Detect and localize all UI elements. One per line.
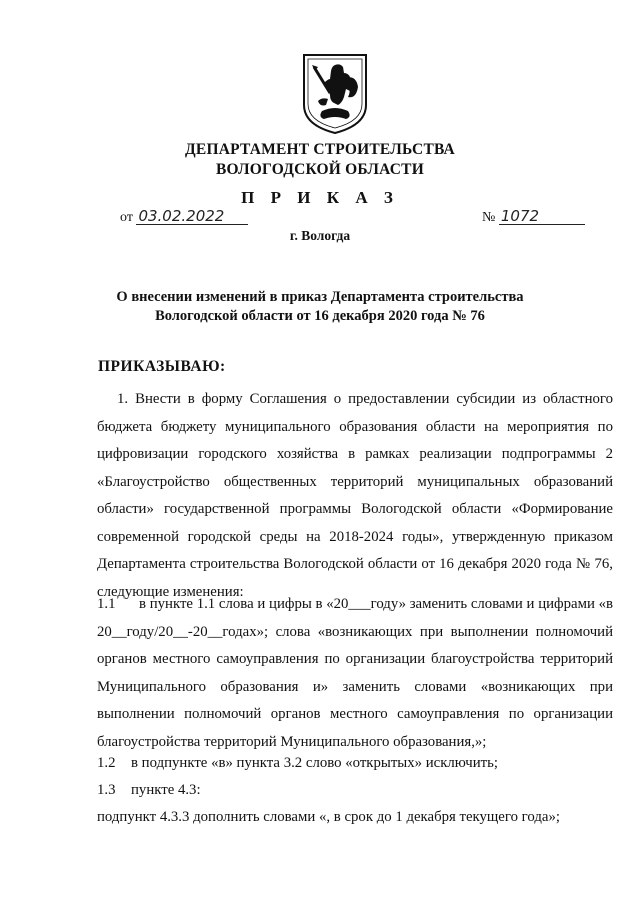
document-type: П Р И К А З [241, 188, 399, 207]
document-subject [0, 288, 640, 326]
subject-line-2: Вологодской области от 16 декабря 2020 года № 76 [155, 308, 485, 324]
item-1-3-text: пункте 4.3: [131, 782, 201, 798]
order-word: ПРИКАЗЫВАЮ: [98, 358, 226, 375]
paragraph-1: 1. Внести в форму Соглашения о предоставлении субсидии из областного бюджета бюджету муниципального образования области на мероприятия по цифровизации городского хозяйства в рамках реализации подпрограммы 2 «Благоустройство общественных территорий муниципальных образований области» государственной программы Вологодской области «Формирование современной городской среды на 2018-2024 годы», утвержденную приказом Департамента строительства Вологодской области от 16 декабря 2020 года № 76, следующие изменения: [97, 391, 613, 600]
department-name [0, 140, 640, 180]
subject-line-1: О внесении изменений в приказ Департамента строительства [116, 289, 524, 305]
item-1-2 [97, 750, 613, 778]
coat-of-arms-icon [300, 53, 370, 135]
city: г. Вологда [289, 228, 351, 243]
number-prefix: № [482, 210, 496, 225]
date-prefix: от [120, 210, 133, 225]
date-value: 03.02.2022 [136, 208, 248, 225]
number-field [482, 208, 585, 226]
date-field [120, 208, 248, 226]
item-1-2-number: 1.2 [97, 755, 116, 771]
item-1-2-text: в подпункте «в» пункта 3.2 слово «открытых» исключить; [131, 755, 498, 771]
item-1-1-text: в пункте 1.1 слова и цифры в «20___году» заменить словами и цифрами «в 20__году/20__-20__годах»; слова «возникающих при выполнении полномочий органов местного самоуправления по организации благоустройства территорий Муниципального образования и» заменить словами «возникающих при выполнении полномочий органов местного самоуправления по организации благоустройства территорий Муниципального образования,»; [97, 596, 613, 750]
item-1-1 [97, 591, 613, 756]
item-1-3-number: 1.3 [97, 782, 116, 798]
department-line-2: ВОЛОГОДСКОЙ ОБЛАСТИ [216, 161, 424, 178]
subitem-4-3-3: подпункт 4.3.3 дополнить словами «, в срок до 1 декабря текущего года»; [97, 809, 560, 825]
item-1-1-number: 1.1 [97, 596, 116, 612]
department-line-1: ДЕПАРТАМЕНТ СТРОИТЕЛЬСТВА [185, 141, 455, 158]
number-value: 1072 [499, 208, 585, 225]
item-1-3 [97, 777, 613, 805]
